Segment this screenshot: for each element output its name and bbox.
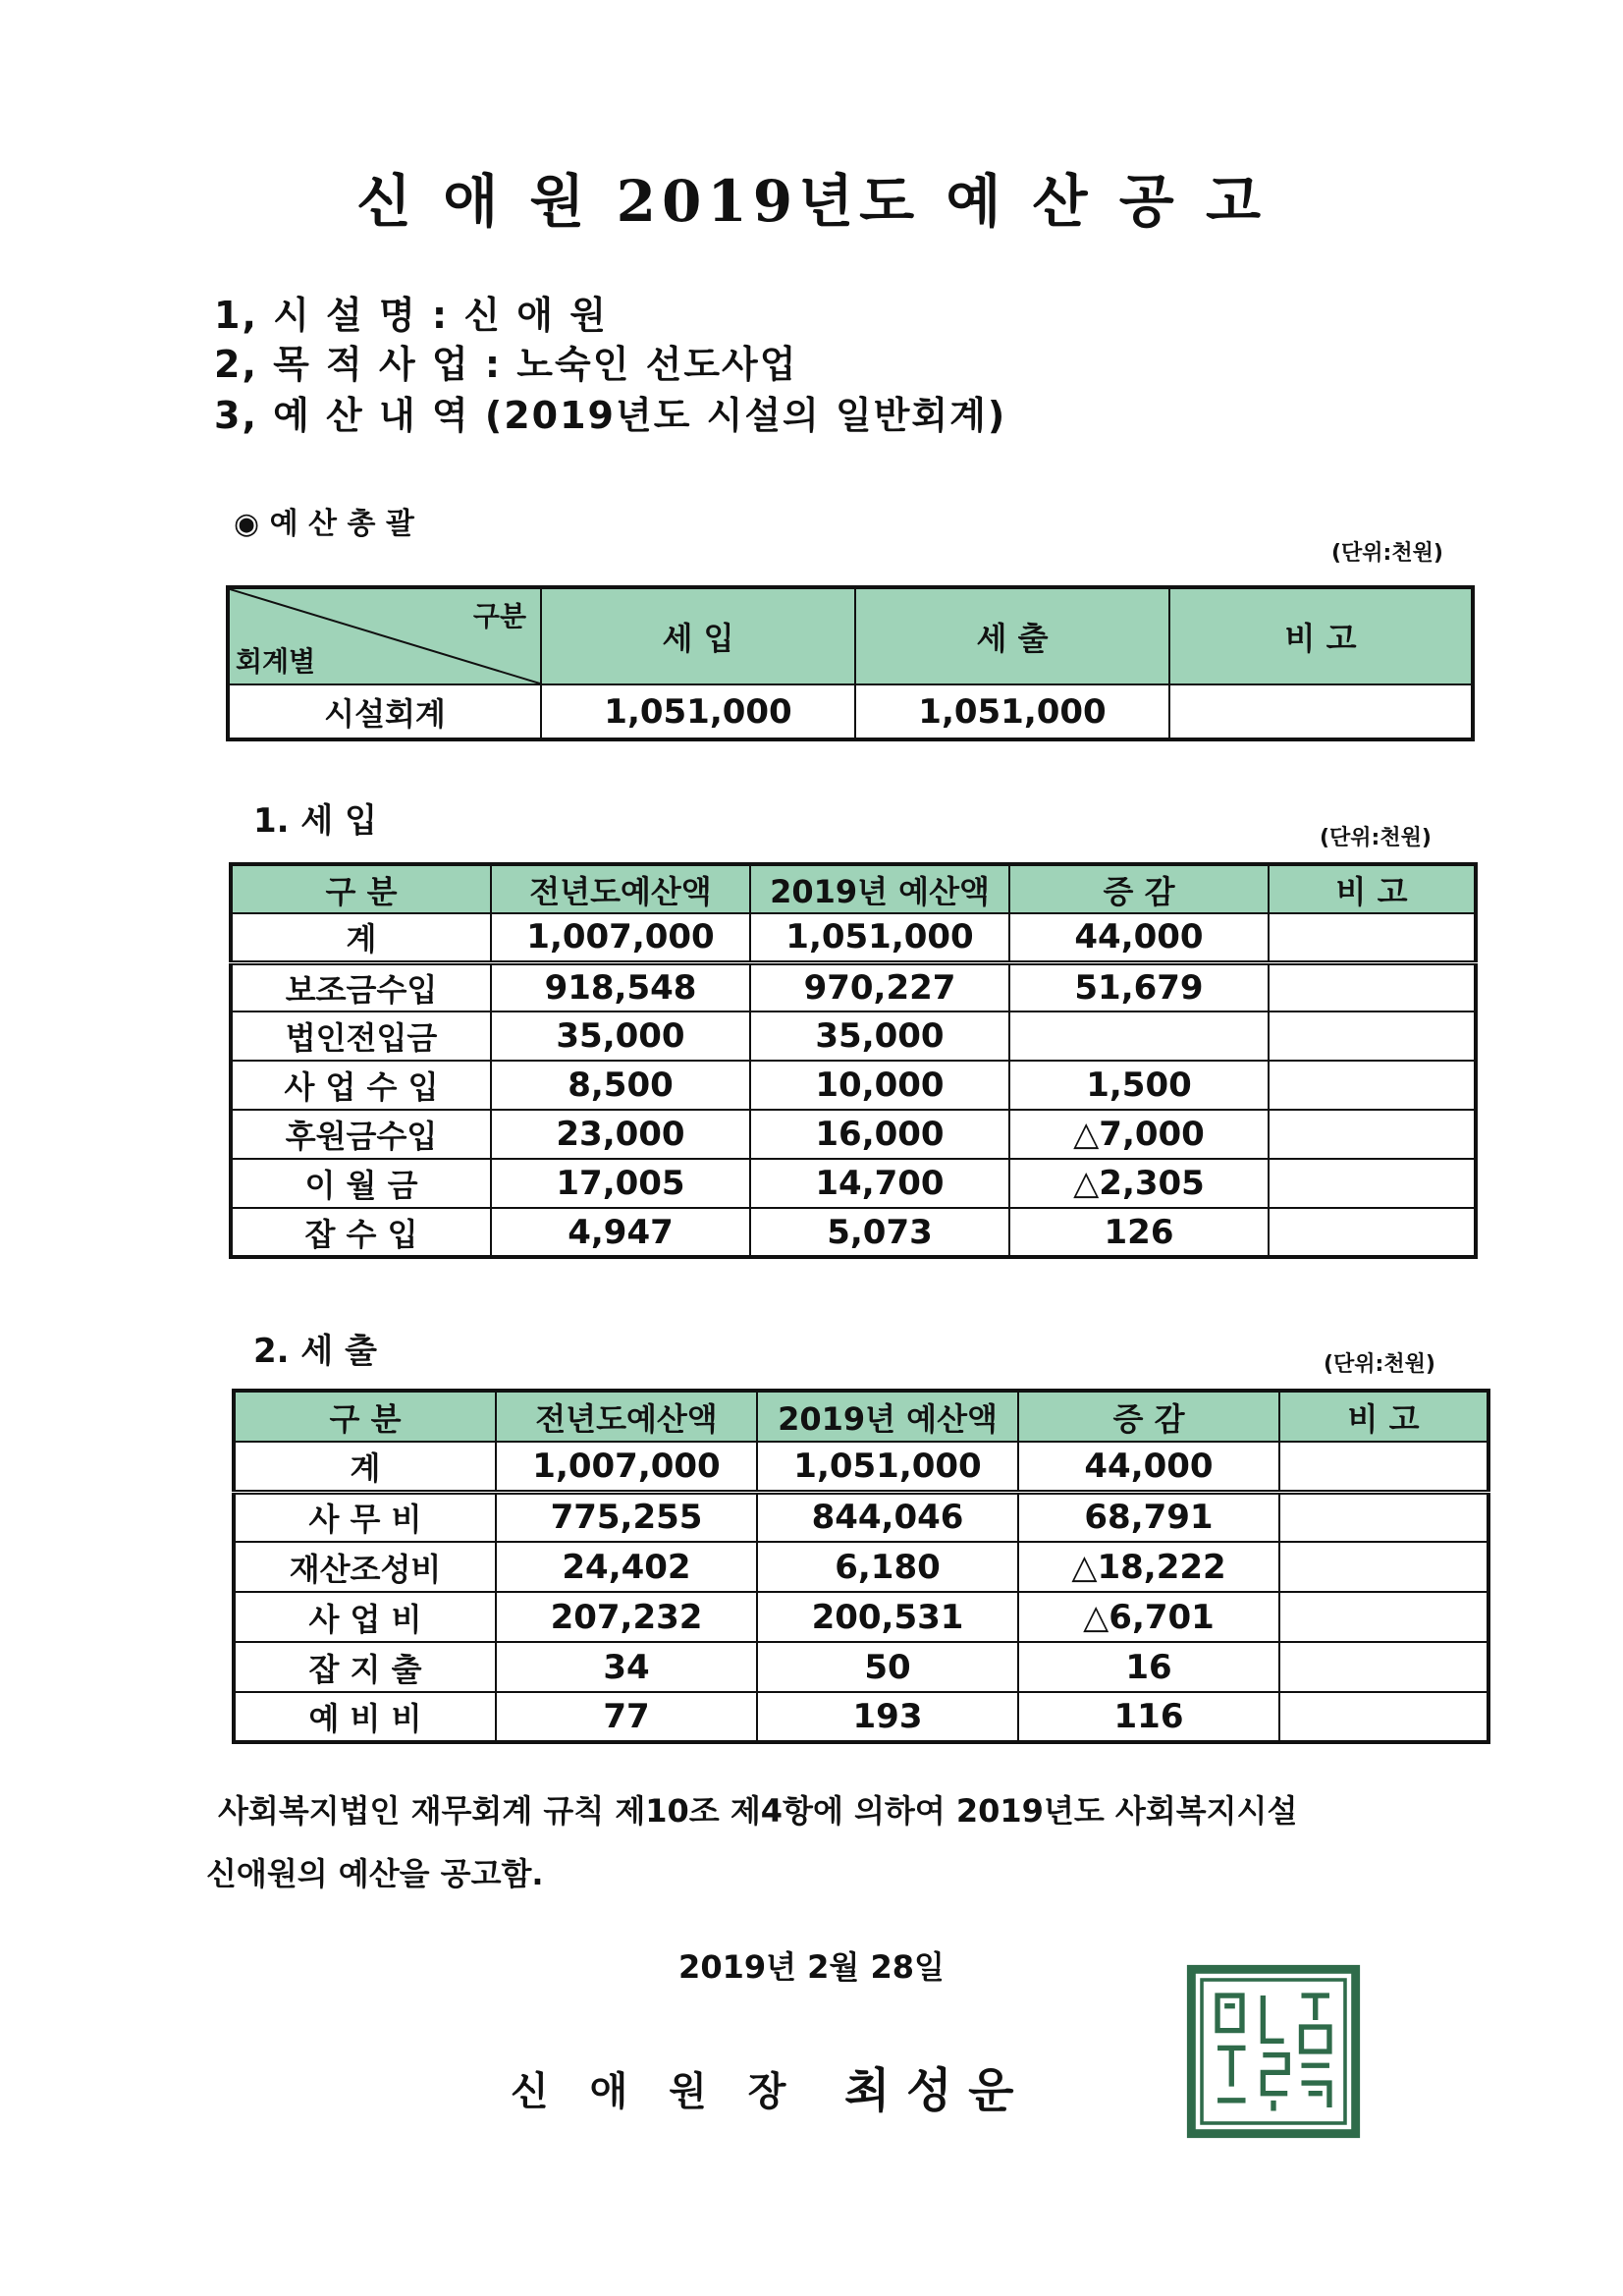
expense-cell-prev-budget: 1,007,000 <box>496 1442 757 1492</box>
income-header-prev-budget: 전년도예산액 <box>491 864 750 913</box>
table-row <box>231 962 1476 1011</box>
expense-cell-category: 예 비 비 <box>234 1692 496 1742</box>
expense-cell-category: 사 무 비 <box>234 1492 496 1542</box>
summary-header-expense: 세 출 <box>855 587 1169 684</box>
income-table <box>229 862 1478 1259</box>
signer-title: 신 애 원 장 <box>511 2068 800 2114</box>
income-cell-prev-budget: 35,000 <box>491 1011 750 1061</box>
expense-cell-note <box>1279 1592 1488 1642</box>
income-cell-note <box>1269 1011 1476 1061</box>
table-row <box>234 1692 1488 1742</box>
expense-cell-prev-budget: 77 <box>496 1692 757 1742</box>
expense-cell-prev-budget: 207,232 <box>496 1592 757 1642</box>
table-row <box>234 1492 1488 1542</box>
income-cell-change <box>1009 1011 1269 1061</box>
income-cell-change: 1,500 <box>1009 1061 1269 1110</box>
table-row <box>231 1208 1476 1257</box>
expense-heading: 2. 세 출 <box>253 1332 377 1371</box>
income-cell-category: 보조금수입 <box>231 962 491 1011</box>
income-cell-prev-budget: 1,007,000 <box>491 913 750 962</box>
income-cell-budget-2019: 5,073 <box>750 1208 1009 1257</box>
info-purpose: 2, 목 적 사 업 : 노숙인 선도사업 <box>214 343 798 386</box>
signer-name: 최 성 운 <box>844 2063 1014 2118</box>
expense-cell-prev-budget: 24,402 <box>496 1542 757 1592</box>
income-cell-change: △2,305 <box>1009 1159 1269 1208</box>
income-cell-budget-2019: 970,227 <box>750 962 1009 1011</box>
income-cell-note <box>1269 913 1476 962</box>
income-cell-category: 계 <box>231 913 491 962</box>
expense-cell-note <box>1279 1542 1488 1592</box>
official-seal-icon <box>1186 1964 1361 2139</box>
summary-table <box>226 585 1475 741</box>
expense-header-change: 증 감 <box>1018 1391 1279 1442</box>
notice-line-1: 사회복지법인 재무회계 규칙 제10조 제4항에 의하여 2019년도 사회복지시설 <box>218 1792 1298 1830</box>
expense-unit: (단위:천원) <box>1324 1352 1435 1377</box>
table-row <box>234 1592 1488 1642</box>
expense-cell-budget-2019: 200,531 <box>757 1592 1018 1642</box>
expense-cell-note <box>1279 1492 1488 1542</box>
income-cell-change: 44,000 <box>1009 913 1269 962</box>
table-row <box>231 1011 1476 1061</box>
income-cell-change: 51,679 <box>1009 962 1269 1011</box>
summary-income-value: 1,051,000 <box>541 684 855 739</box>
expense-cell-budget-2019: 844,046 <box>757 1492 1018 1542</box>
expense-cell-note <box>1279 1692 1488 1742</box>
income-header-2019-budget: 2019년 예산액 <box>750 864 1009 913</box>
income-cell-budget-2019: 14,700 <box>750 1159 1009 1208</box>
info-budget-detail: 3, 예 산 내 역 (2019년도 시설의 일반회계) <box>214 394 1007 437</box>
announcement-date: 2019년 2월 28일 <box>678 1948 945 1986</box>
income-cell-category: 후원금수입 <box>231 1110 491 1159</box>
expense-cell-budget-2019: 6,180 <box>757 1542 1018 1592</box>
summary-header-category: 구분 <box>472 600 526 632</box>
income-cell-note <box>1269 1208 1476 1257</box>
income-cell-note <box>1269 1110 1476 1159</box>
document-title: 신 애 원 2019년도 예 산 공 고 <box>355 168 1268 235</box>
income-cell-category: 법인전입금 <box>231 1011 491 1061</box>
expense-cell-change: △18,222 <box>1018 1542 1279 1592</box>
income-cell-note <box>1269 1061 1476 1110</box>
income-header-category: 구 분 <box>231 864 491 913</box>
table-row <box>234 1642 1488 1692</box>
expense-cell-budget-2019: 193 <box>757 1692 1018 1742</box>
income-cell-prev-budget: 23,000 <box>491 1110 750 1159</box>
notice-line-2: 신애원의 예산을 공고함. <box>206 1855 544 1892</box>
expense-cell-change: 68,791 <box>1018 1492 1279 1542</box>
income-unit: (단위:천원) <box>1320 826 1432 850</box>
expense-cell-change: △6,701 <box>1018 1592 1279 1642</box>
income-total-row <box>231 913 1476 962</box>
income-heading: 1. 세 입 <box>253 801 377 841</box>
notice-text <box>206 1779 1298 1905</box>
income-cell-category: 사 업 수 입 <box>231 1061 491 1110</box>
expense-cell-category: 사 업 비 <box>234 1592 496 1642</box>
expense-cell-budget-2019: 50 <box>757 1642 1018 1692</box>
expense-cell-category: 잡 지 출 <box>234 1642 496 1692</box>
income-cell-category: 이 월 금 <box>231 1159 491 1208</box>
income-cell-note <box>1269 1159 1476 1208</box>
income-cell-budget-2019: 35,000 <box>750 1011 1009 1061</box>
income-header-change: 증 감 <box>1009 864 1269 913</box>
income-cell-change: △7,000 <box>1009 1110 1269 1159</box>
expense-header-note: 비 고 <box>1279 1391 1488 1442</box>
summary-heading: ◉ 예 산 총 괄 <box>234 507 414 541</box>
summary-note-value <box>1169 684 1473 739</box>
income-cell-budget-2019: 16,000 <box>750 1110 1009 1159</box>
table-row <box>234 1542 1488 1592</box>
summary-header-income: 세 입 <box>541 587 855 684</box>
income-cell-budget-2019: 10,000 <box>750 1061 1009 1110</box>
expense-cell-change: 44,000 <box>1018 1442 1279 1492</box>
summary-row-label: 시설회계 <box>228 684 541 739</box>
expense-table <box>232 1389 1490 1744</box>
summary-header-note: 비 고 <box>1169 587 1473 684</box>
expense-cell-prev-budget: 34 <box>496 1642 757 1692</box>
income-header-note: 비 고 <box>1269 864 1476 913</box>
income-cell-prev-budget: 8,500 <box>491 1061 750 1110</box>
expense-cell-prev-budget: 775,255 <box>496 1492 757 1542</box>
income-cell-prev-budget: 918,548 <box>491 962 750 1011</box>
table-row <box>231 1061 1476 1110</box>
expense-cell-budget-2019: 1,051,000 <box>757 1442 1018 1492</box>
expense-cell-category: 재산조성비 <box>234 1542 496 1592</box>
expense-header-prev-budget: 전년도예산액 <box>496 1391 757 1442</box>
table-row <box>231 1159 1476 1208</box>
expense-cell-note <box>1279 1442 1488 1492</box>
expense-cell-category: 계 <box>234 1442 496 1492</box>
expense-header-category: 구 분 <box>234 1391 496 1442</box>
income-cell-budget-2019: 1,051,000 <box>750 913 1009 962</box>
expense-total-row <box>234 1442 1488 1492</box>
summary-expense-value: 1,051,000 <box>855 684 1169 739</box>
income-cell-category: 잡 수 입 <box>231 1208 491 1257</box>
income-cell-note <box>1269 962 1476 1011</box>
summary-header-diagonal <box>228 587 541 684</box>
income-cell-prev-budget: 17,005 <box>491 1159 750 1208</box>
expense-cell-note <box>1279 1642 1488 1692</box>
summary-header-account: 회계별 <box>236 645 316 678</box>
income-cell-change: 126 <box>1009 1208 1269 1257</box>
summary-unit: (단위:천원) <box>1331 541 1443 566</box>
info-facility-name: 1, 시 설 명 : 신 애 원 <box>214 294 608 337</box>
expense-header-2019-budget: 2019년 예산액 <box>757 1391 1018 1442</box>
table-row <box>231 1110 1476 1159</box>
expense-cell-change: 116 <box>1018 1692 1279 1742</box>
expense-cell-change: 16 <box>1018 1642 1279 1692</box>
income-cell-prev-budget: 4,947 <box>491 1208 750 1257</box>
